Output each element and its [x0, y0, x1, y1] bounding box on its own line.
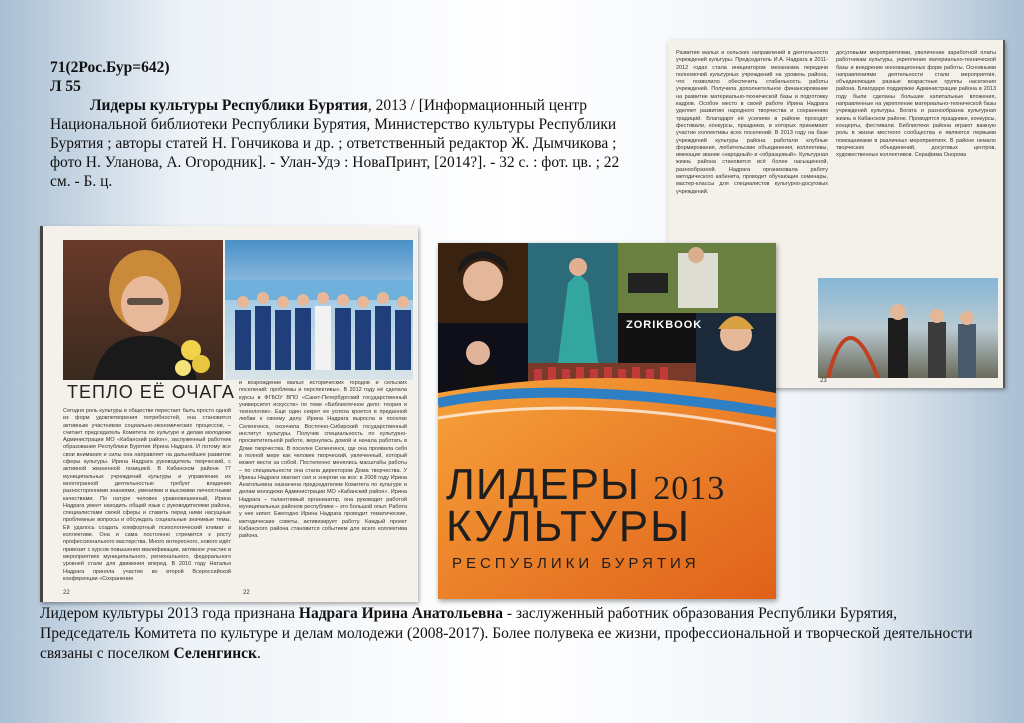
bibliographic-details: , 2013 / [Информационный центр Национальной библиотеки Республики Бурятия, Министерство культуры Республики Бурятия ; авторы статей Н. Гончикова и др. ; ответственный редактор Ж. Дымчикова ; фото Н. Уланова, А. Огородник]. - Улан-Удэ : НоваПринт, [2014?]. - 32 с. : фот. цв. ; 22 см. - Б. ц. — [50, 97, 620, 190]
call-number: 71(2Рос.Бур=642) — [50, 59, 170, 76]
bibliographic-entry — [50, 96, 640, 191]
ceremony-illustration — [818, 278, 998, 378]
article-heading: ТЕПЛО ЕЁ ОЧАГА — [67, 382, 235, 402]
portrait-illustration — [63, 240, 223, 380]
description-person-name: Надрага Ирина Анатольевна — [298, 605, 504, 622]
description-paragraph — [40, 604, 990, 664]
author-mark: Л 55 — [50, 78, 81, 95]
group-illustration — [225, 240, 413, 380]
article-text-col2: и возрождение малых исторических городов и сельских поселений: проблемы и перспективы». В 2012 году её сделала курсы в ФГБОУ ВПО «Санкт-Петербургский государственный университет искусств» по теме «Библиотечное дело: теория и технологии». Еще один секрет ее успеха кроется в преданной любви к своему делу. Ирина Надрага выросла в поселке Селенгинск, окончила Восточно-Сибирский государственный институт культуры. Получив специальность по культурно-просветительной работе, вернулась домой и начала работать в Доме творчества. В поселке Селенгинск, где она проявила себя в полной мере как человек творческий, увлеченный, который может вести за собой. Постепенно менялись масштабы работы – по специальности она стала директором Дома творчества. У Ирины Надраги хватает сил и энергии на все: в 2008 году Ирина Анатольевна назначена председателем Комитета по культуре и делам молодежи Администрации МО «Кабанский район». Ирина Надрага – талантливый организатор, она руководит работой муниципальных районов республики – это большой опыт. Работа у нее кипит. Ежегодно Ирина Надрага проводит тематические, методические советы, активизирует работу. Каждый проект Кабанского района становится событием для всего коллектива района. — [239, 380, 407, 540]
right-text-col1: Развитие малых и сельских направлений в деятельности учреждений культуры. Председатель И.А. Надрага в 2011-2012 годах стала инициатором механизма передачи полномочий культурных учреждений на уровень района, что позволило обеспечить стабильность работы учреждений. Получила дополнительное финансирование на развитие материально-технической базы и подготовку кадров. Особое место в своей работе Ирина Надрага уделяет развитию народного творчества и сохранению традиций. Благодаря её усилиям в районе проходят фестивали, конкурсы, праздники, в которых принимают участие коллективы всех поселений. В 2013 году на базе учреждений культуры района работали клубные формирования, любительские объединения, коллективы, имеющие звание «народный» и «образцовый». Культурная жизнь района становится всё более насыщенной, разнообразной. Надрага организовала работу методического кабинета, проводит обучающие семинары, мастер-классы для специалистов культурно-досуговых учреждений. — [676, 50, 828, 195]
description-text-end: . — [256, 645, 261, 662]
description-place-name: Селенгинск — [173, 645, 257, 662]
cover-zorikbook-logo: ZORIKBOOK — [626, 319, 703, 331]
group-photo — [225, 240, 413, 380]
page-number-23: 23 — [820, 378, 827, 384]
cover-title-line2: КУЛЬТУРЫ — [446, 502, 692, 551]
cover-year: 2013 — [653, 470, 726, 507]
page-number-22: 22 — [63, 590, 70, 596]
description-text-1: Лидером культуры 2013 года признана — [40, 605, 299, 622]
cover-subtitle: РЕСПУБЛИКИ БУРЯТИЯ — [452, 555, 700, 572]
ceremony-photo — [818, 278, 998, 378]
book-spread-left — [40, 226, 418, 602]
cover-title-word1: ЛИДЕРЫ — [446, 460, 640, 509]
page-number-22b: 22 — [243, 590, 250, 596]
portrait-photo — [63, 240, 223, 380]
book-title: Лидеры культуры Республики Бурятия — [90, 97, 368, 114]
right-text-col2: досуговыми мероприятиями, увеличение заработной платы работникам культуры, укрепление материально-технической базы и внедрение инновационных форм работы. Основными направлениями деятельности стали мероприятия, объединяющие разные возрастные группы населения района. Благодаря поддержке Администрации района в 2013 году были сделаны большие капитальные вложения, направленные на укрепление материально-технической базы учреждений культуры. Богата и разнообразна культурная жизнь в Кабанском районе. Проводятся праздники, конкурсы, концерты, фестивали. Библиотеки района играют важную роль в жизни местного сообщества и являются первыми помощниками в различных мероприятиях. В районе немало творческих объединений, досуговых центров, художественных коллективов. Серафима Онорова — [836, 50, 996, 159]
catalog-record — [50, 58, 640, 191]
article-text-col1: Сегодня роль культуры в обществе перестает быть просто одной из форм удовлетворения потребностей, она становится активным участником социально-экономических процессов, – считает председатель Комитета по культуре и делам молодежи Администрации МО «Кабанский район», заслуженный работник образования Республики Бурятия Ирина Надрага. И потому все свои внимания и силы она направляет на дальнейшее развитие сферы культуры. Ирина Надрага руководитель творческий, с активной жизненной позицией. В Кабанском районе 77 муниципальных учреждений культуры и управление их многогранной деятельностью требует владения разносторонними знаниями, умениями и высокими личностными качествами. По натуре человек уравновешенный, Ирина Надрага умеет находить общий язык с руководителями района, специалистами своей сферы и ставить перед ними насущные проблемные вопросы и обсуждать социальные значимые темы. Ей удалось создать комфортный психологический климат в коллективе. Она и сама постоянно стремится к росту профессионального мастерства. Много интересного, нового идёт привозит с курсов повышения квалификации, активное участие в мероприятиях муниципального, регионального, федерального уровней стали для движения вперед. В 2010 году Наталья Надрага приняла участие во второй Всероссийской конференции «Сохранение — [63, 408, 231, 582]
description-text-2: - заслуженный работник образования Республики Бурятия, Председатель Комитета по культуре и делам молодежи (2008-2017). Более полувека ее жизни, профессиональной и творческой деятельности связаны с поселком — [40, 605, 973, 662]
book-cover — [438, 243, 776, 599]
